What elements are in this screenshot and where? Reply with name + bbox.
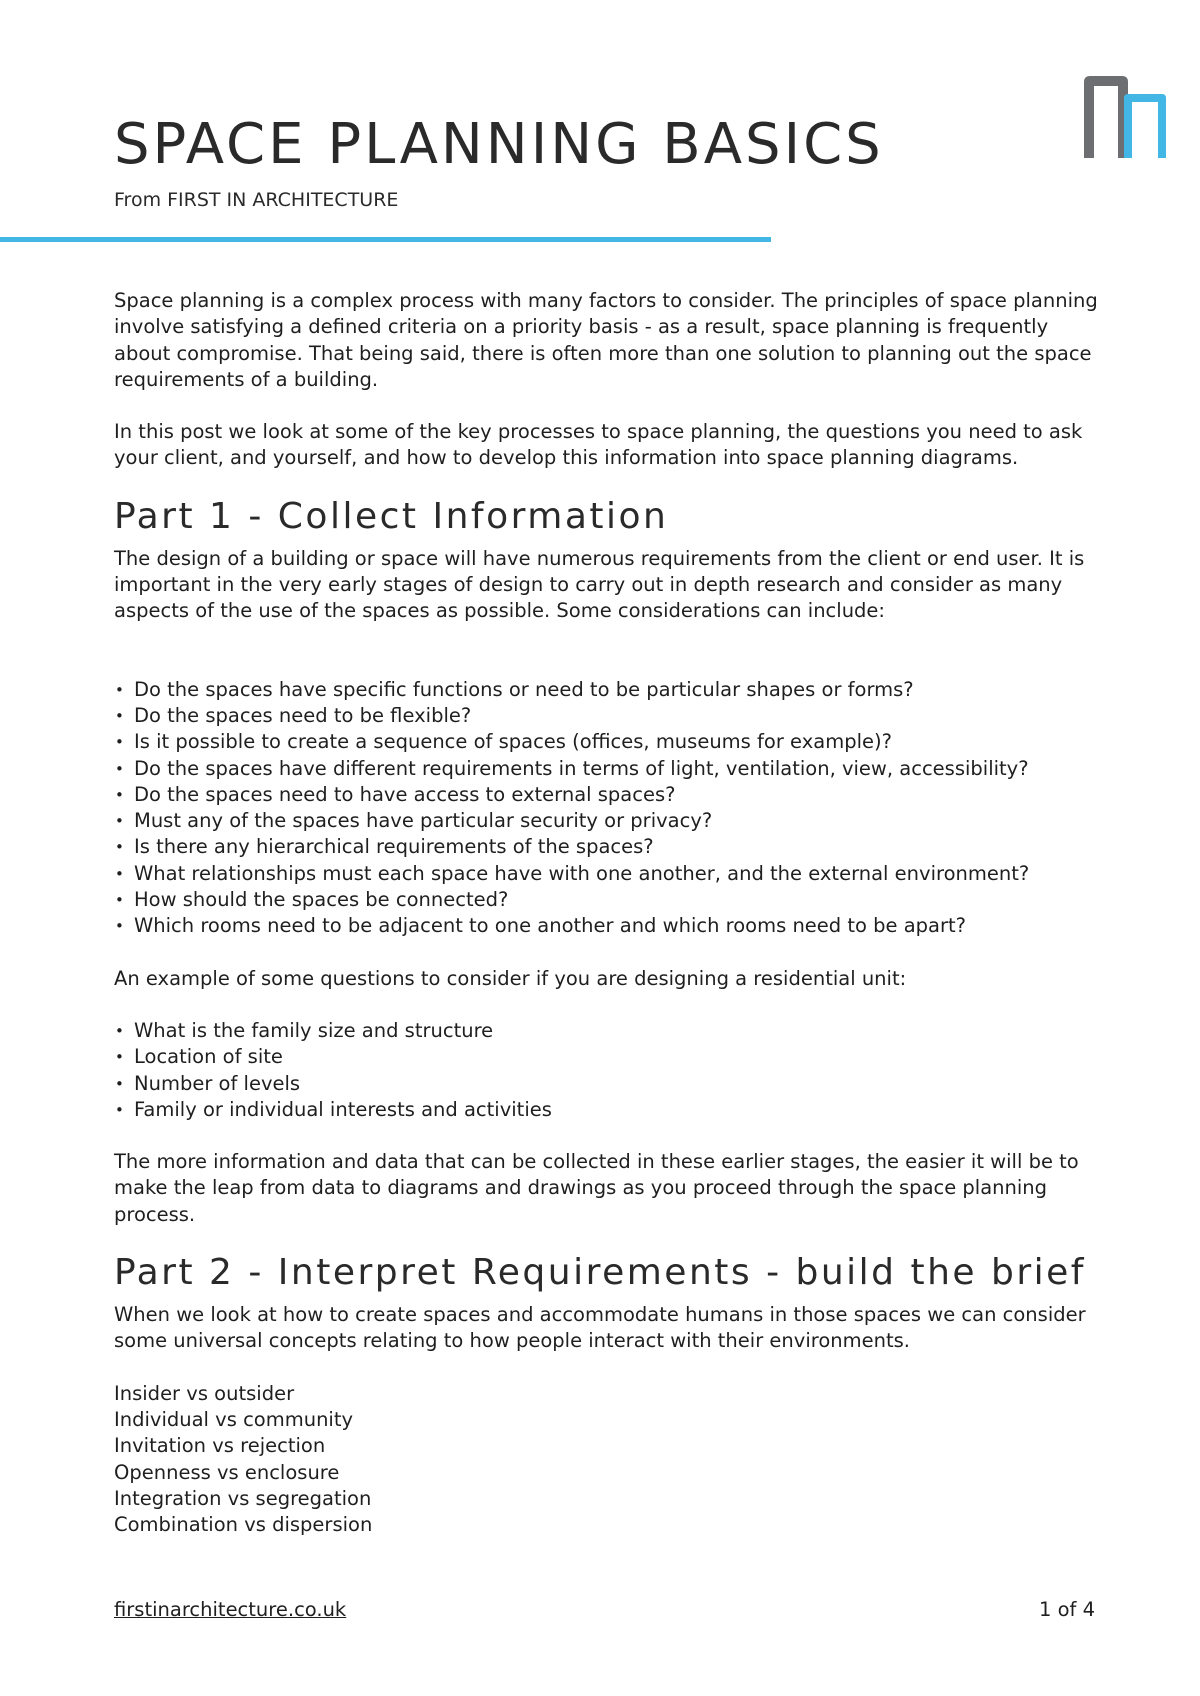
list-item: • Do the spaces have different requirements in terms of light, ventilation, view, accessibility? (114, 756, 1104, 782)
list-item: • What is the family size and structure (114, 1018, 1104, 1044)
residential-intro: An example of some questions to consider if you are designing a residential unit: (114, 966, 907, 990)
section-heading-part2: Part 2 - Interpret Requirements - build the brief (114, 1252, 1086, 1294)
list-item: • Family or individual interests and activities (114, 1097, 1104, 1123)
list-item: Individual vs community (114, 1407, 354, 1431)
page-title: SPACE PLANNING BASICS (114, 112, 884, 177)
list-item: • Is there any hierarchical requirements of the spaces? (114, 834, 1104, 860)
list-item: • Is it possible to create a sequence of spaces (offices, museums for example)? (114, 729, 1104, 755)
list-item: • Do the spaces have specific functions or need to be particular shapes or forms? (114, 677, 1104, 703)
list-item: • How should the spaces be connected? (114, 887, 1104, 913)
part1-closing: The more information and data that can be collected in these earlier stages, the easier it will be to make the leap from data to diagrams and drawings as you proceed through the space planning process. (114, 1150, 1079, 1226)
header-divider (0, 237, 771, 242)
list-item: • Which rooms need to be adjacent to one another and which rooms need to be apart? (114, 913, 1104, 939)
list-item: • Do the spaces need to be flexible? (114, 703, 1104, 729)
article-body (114, 288, 1104, 1538)
concepts-list (114, 1381, 1104, 1539)
intro-paragraph: In this post we look at some of the key processes to space planning, the questions you need to ask your client, and yourself, and how to develop this information into space planning diagrams. (114, 420, 1083, 470)
page-subtitle: From FIRST IN ARCHITECTURE (114, 189, 399, 211)
residential-questions-list (114, 1018, 1104, 1123)
website-link[interactable]: firstinarchitecture.co.uk (114, 1598, 347, 1621)
list-item: Integration vs segregation (114, 1486, 372, 1510)
list-item: • What relationships must each space have with one another, and the external environment? (114, 861, 1104, 887)
list-item: • Do the spaces need to have access to external spaces? (114, 782, 1104, 808)
page-number: 1 of 4 (1038, 1598, 1095, 1621)
part2-intro: When we look at how to create spaces and accommodate humans in those spaces we can consider some universal concepts relating to how people interact with their environments. (114, 1303, 1086, 1353)
list-item: Insider vs outsider (114, 1381, 295, 1405)
considerations-list (114, 677, 1104, 940)
list-item: • Number of levels (114, 1071, 1104, 1097)
list-item: Combination vs dispersion (114, 1513, 373, 1537)
list-item: Openness vs enclosure (114, 1460, 340, 1484)
intro-paragraph: Space planning is a complex process with many factors to consider. The principles of space planning involve satisfying a defined criteria on a priority basis - as a result, space planning is frequently about compromise. That being said, there is often more than one solution to planning out the space requirements of a building. (114, 289, 1098, 391)
list-item: Invitation vs rejection (114, 1434, 326, 1458)
list-item: • Must any of the spaces have particular security or privacy? (114, 808, 1104, 834)
section-heading-part1: Part 1 - Collect Information (114, 495, 669, 537)
part1-intro: The design of a building or space will have numerous requirements from the client or end user. It is important in the very early stages of design to carry out in depth research and consider as many aspects of the use of the spaces as possible. Some considerations can include: (114, 546, 1085, 623)
building-logo-icon (1080, 70, 1170, 160)
spacer (114, 651, 1104, 677)
list-item: • Location of site (114, 1044, 1104, 1070)
